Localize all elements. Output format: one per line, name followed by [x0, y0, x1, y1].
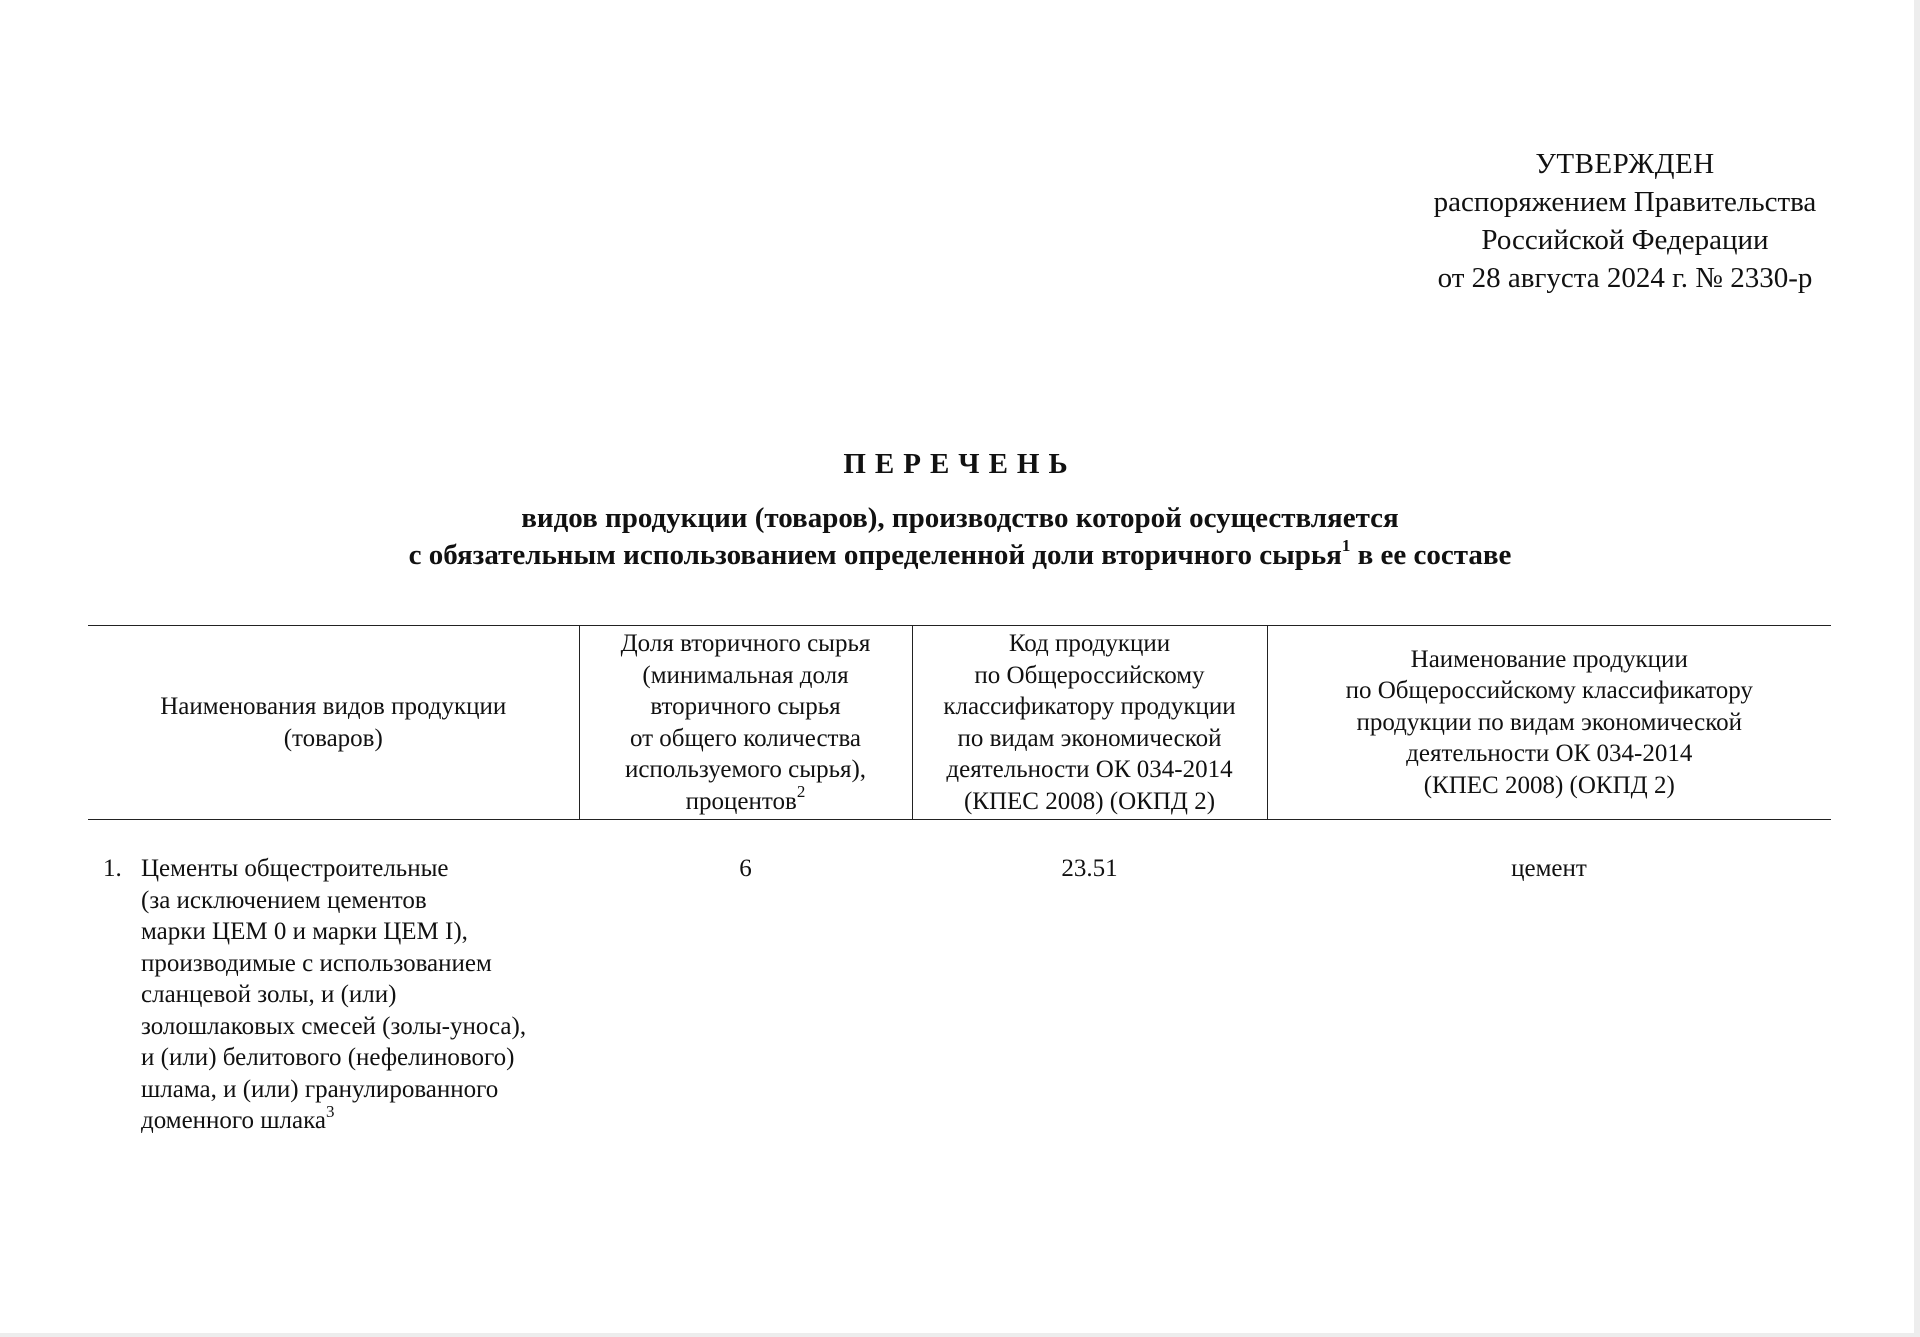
subtitle-line-1: видов продукции (товаров), производство которой осуществляется	[521, 502, 1399, 534]
cell-product-types	[88, 820, 579, 1138]
footnote-marker: 1	[1341, 536, 1351, 556]
header-line: Наименования видов продукции	[160, 693, 507, 720]
products-table-wrap	[88, 625, 1831, 1138]
item-line: производимые с использованием	[141, 949, 492, 977]
approval-stamp: УТВЕРЖДЕН	[1535, 148, 1715, 180]
page-edge-right	[1914, 0, 1920, 1337]
table-header-row	[88, 626, 1831, 820]
header-line: (минимальная доля	[642, 661, 849, 689]
document-title: ПЕРЕЧЕНЬ	[843, 448, 1077, 480]
item-text	[141, 853, 578, 1137]
approval-line: распоряжением Правительства	[1433, 186, 1817, 218]
page-edge-bottom	[0, 1333, 1920, 1337]
cell-product-name: цемент	[1511, 855, 1587, 882]
header-line: (КПЕС 2008) (ОКПД 2)	[1423, 771, 1675, 799]
header-line: Доля вторичного сырья	[620, 630, 871, 657]
header-line-text: процентов	[685, 787, 797, 815]
header-line: по видам экономической	[957, 724, 1222, 752]
approval-line: от 28 августа 2024 г. № 2330-р	[1437, 262, 1813, 294]
header-line: деятельности ОК 034-2014	[946, 756, 1233, 783]
item-line: золошлаковых смесей (золы-уноса),	[141, 1012, 527, 1040]
item-line: марки ЦЕМ 0 и марки ЦЕМ I),	[141, 918, 468, 945]
footnote-marker: 2	[796, 782, 806, 802]
approval-line: Российской Федерации	[1481, 224, 1769, 256]
products-table	[88, 625, 1831, 1138]
item-line-text: доменного шлака	[141, 1107, 326, 1134]
header-line: по Общероссийскому	[974, 661, 1205, 689]
header-product-types	[88, 626, 579, 820]
subtitle-line-2-text: с обязательным использованием определенной доли вторичного сырья	[408, 539, 1342, 571]
item-line: и (или) белитового (нефелинового)	[141, 1044, 515, 1071]
header-product-name	[1267, 626, 1831, 820]
cell-product-code: 23.51	[1061, 855, 1118, 882]
header-secondary-share	[579, 626, 912, 820]
header-line: Наименование продукции	[1410, 645, 1688, 673]
footnote-marker: 3	[326, 1101, 335, 1121]
cell-secondary-share: 6	[739, 855, 752, 882]
list-item	[89, 853, 578, 1137]
document-subtitle	[0, 500, 1920, 574]
header-line: классификатору продукции	[943, 693, 1236, 720]
header-line: деятельности ОК 034-2014	[1406, 740, 1693, 768]
item-line: Цементы общестроительные	[141, 855, 449, 882]
item-number: 1.	[103, 855, 122, 882]
header-line: продукции по видам экономической	[1356, 708, 1742, 736]
table-row	[88, 820, 1831, 1138]
subtitle-line-2-end: в ее составе	[1350, 539, 1512, 571]
item-line	[141, 1101, 578, 1137]
header-line: (КПЕС 2008) (ОКПД 2)	[963, 787, 1216, 815]
approval-block	[1370, 145, 1880, 297]
header-line: вторичного сырья	[650, 693, 841, 720]
subtitle-line-2	[0, 537, 1920, 574]
item-line: сланцевой золы, и (или)	[141, 981, 397, 1008]
header-product-code	[912, 626, 1267, 820]
header-line: от общего количества	[629, 724, 862, 752]
header-line: Код продукции	[1008, 630, 1171, 657]
item-line: (за исключением цементов	[141, 886, 427, 914]
header-line: по Общероссийскому классификатору	[1345, 677, 1753, 705]
header-line: (товаров)	[283, 724, 383, 752]
item-line: шлама, и (или) гранулированного	[141, 1075, 499, 1103]
header-line	[586, 782, 906, 818]
header-line: используемого сырья),	[624, 756, 867, 783]
